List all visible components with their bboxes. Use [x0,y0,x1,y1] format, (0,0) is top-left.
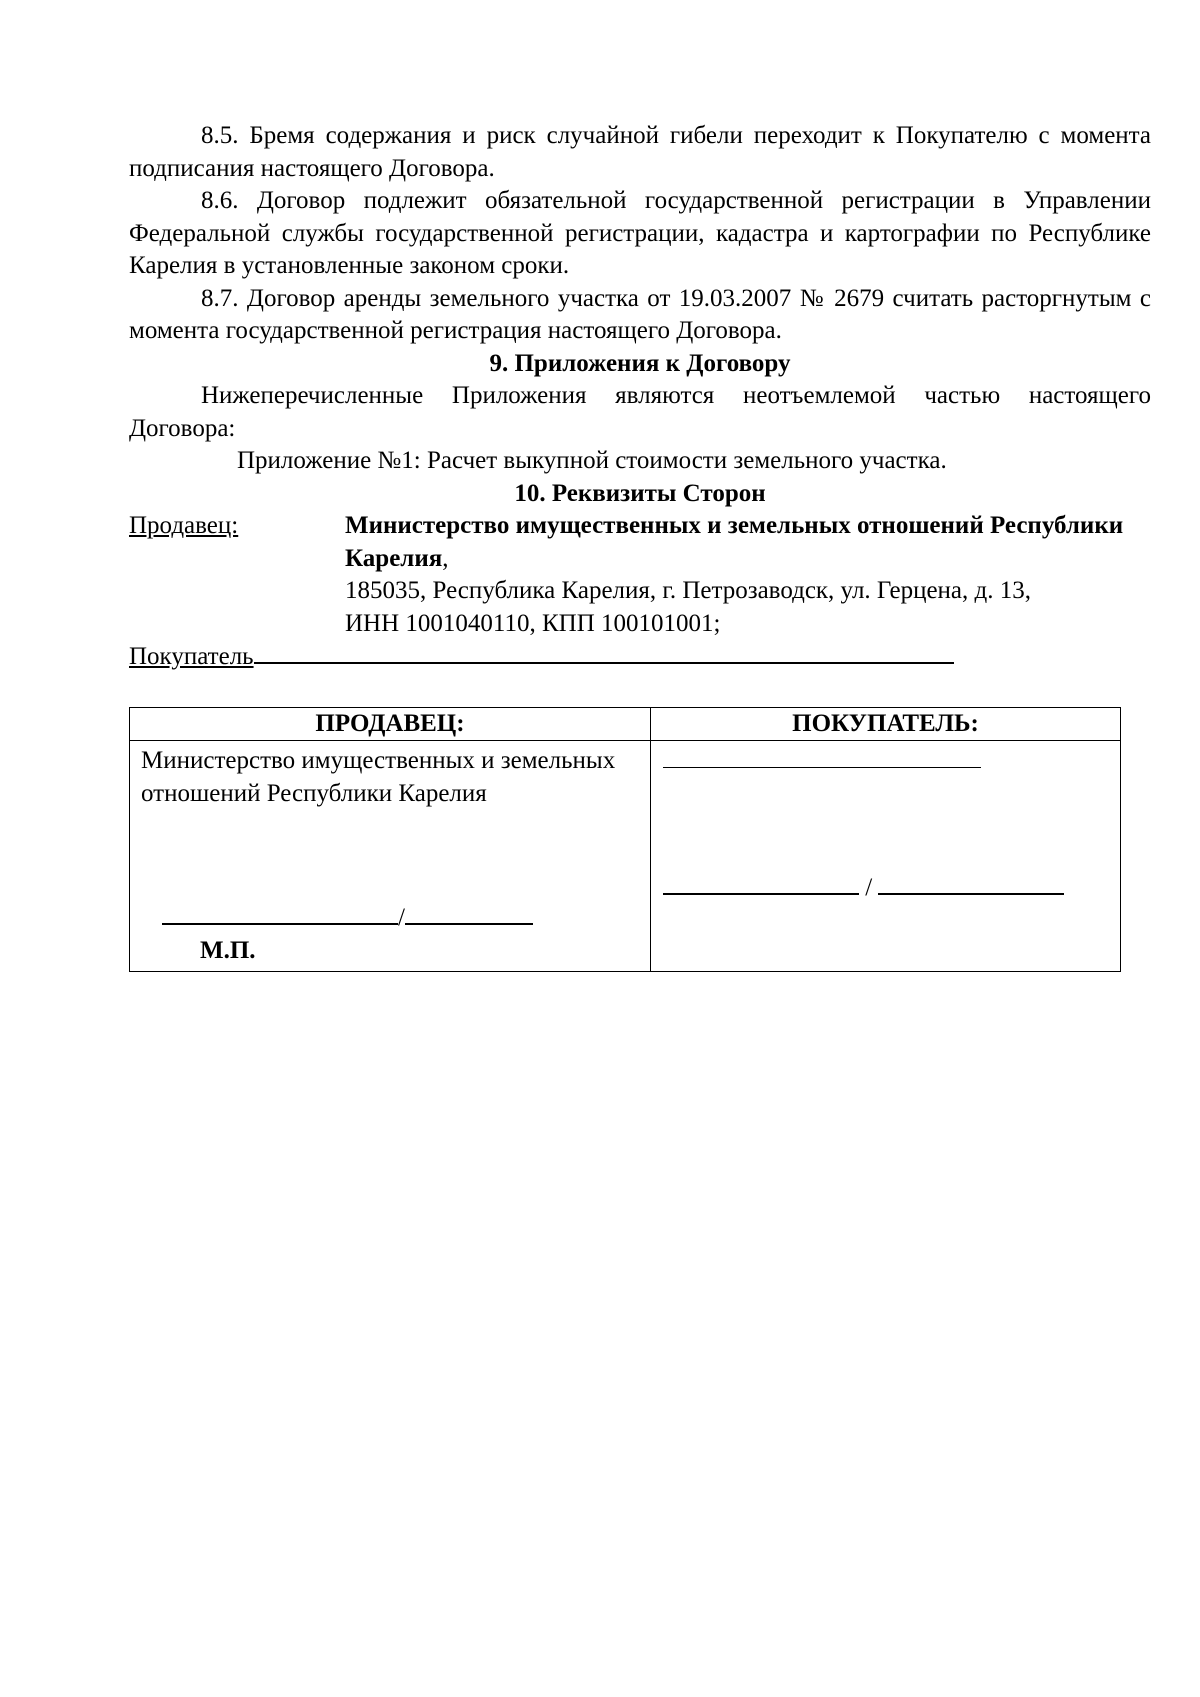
buyer-name-decode-blank[interactable] [878,871,1064,895]
seller-slash: / [398,904,405,931]
buyer-blank-line[interactable] [254,640,954,664]
seller-label: Продавец: [129,512,239,539]
seller-name-suffix: , [442,544,449,572]
seller-sign-cell [130,741,651,972]
seller-address: 185035, Республика Карелия, г. Петрозаводск, ул. Герцена, д. 13, [345,577,1031,604]
clause-8-7: 8.7. Договор аренды земельного участка от 19.03.2007 № 2679 считать расторгнутым с момента государственной регистрация настоящего Договора. [129,284,1151,344]
clause-8-6: 8.6. Договор подлежит обязательной государственной регистрации в Управлении Федеральной службы государственной регистрации, кадастра и картографии по Республике Карелия в установленные законом сроки. [129,187,1151,279]
buyer-name-blank[interactable] [663,753,981,768]
seller-requisites [129,510,1151,640]
clause-8-5: 8.5. Бремя содержания и риск случайной гибели переходит к Покупателю с момента подписания настоящего Договора. [129,122,1151,182]
seller-ids: ИНН 1001040110, КПП 100101001; [345,609,721,637]
buyer-signature-blank[interactable] [663,871,859,895]
seller-org-name: Министерство имущественных и земельных отношений Республики Карелия [141,747,616,807]
buyer-header: ПОКУПАТЕЛЬ: [651,708,1121,741]
seller-name-line [345,510,1151,575]
section-10-title: 10. Реквизиты Сторон [514,479,766,507]
seller-signature-blank[interactable] [162,901,398,925]
signature-table [129,707,1121,972]
buyer-requisites [129,640,1151,674]
stamp-place: М.П. [200,937,256,964]
buyer-label: Покупатель [129,643,254,670]
contract-text [129,120,1151,674]
seller-name-blank[interactable] [405,901,533,925]
section-9-title: 9. Приложения к Договору [489,349,791,377]
buyer-sign-cell [651,741,1121,972]
seller-signature-line [162,901,533,932]
buyer-signature-line [663,871,1064,902]
buyer-slash: / [865,874,873,901]
seller-details [345,510,1151,640]
section-9-intro: Нижеперечисленные Приложения являются неотъемлемой частью настоящего Договора: [129,382,1151,442]
seller-name: Министерство имущественных и земельных отношений Республики Карелия [345,512,1124,572]
seller-header: ПРОДАВЕЦ: [130,708,651,741]
annex-1: Приложение №1: Расчет выкупной стоимости земельного участка. [237,447,947,474]
